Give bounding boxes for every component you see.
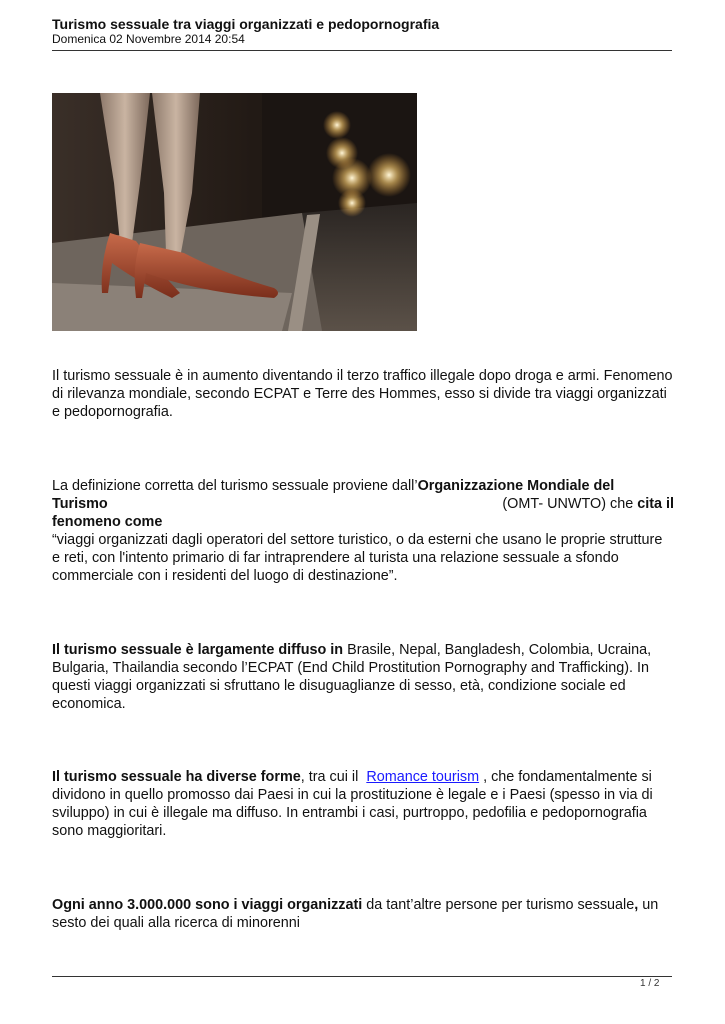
definition-line-1 — [52, 477, 674, 495]
romance-tourism-link[interactable]: Romance tourism — [366, 769, 480, 785]
statistics-paragraph: Ogni anno 3.000.000 sono i viaggi organizzati da tant’altre persone per turismo sessuale, un sesto dei quali alla ricerca di minorenni — [52, 897, 659, 931]
intro-paragraph: Il turismo sessuale è in aumento diventando il terzo traffico illegale dopo droga e armi. Fenomeno di rilevanza mondiale, secondo ECPAT e Terre des Hommes, esso si divide tra viaggi organizzati e pedopornografia. — [52, 368, 673, 420]
document-date: Domenica 02 Novembre 2014 20:54 — [52, 32, 245, 46]
page-number: 1 / 2 — [640, 978, 660, 989]
header-divider — [52, 50, 672, 51]
footer-divider — [52, 976, 672, 977]
definition-intro: La definizione corretta del turismo sessuale proviene dall’Organizzazione Mondiale del — [52, 478, 615, 494]
definition-quote: “viaggi organizzati dagli operatori del settore turistico, o da esterni che usano le proprie strutture e reti, con l'intento primario di far intraprendere al turista una relazione sessuale a sfondo commerciale con i residenti del luogo di destinazione”. — [52, 532, 663, 584]
definition-paragraph — [52, 477, 674, 585]
diffusion-paragraph: Il turismo sessuale è largamente diffuso in Brasile, Nepal, Bangladesh, Colombia, Ucraina, Bulgaria, Thailandia secondo l’ECPAT (End Child Prostitution Pornography and Trafficking). In questi viaggi organizzati si sfruttano le disuguaglianze di sesso, età, condizione sociale ed economica. — [52, 642, 652, 712]
definition-line-3: fenomeno come — [52, 514, 163, 530]
article-photo — [52, 93, 417, 331]
document-title: Turismo sessuale tra viaggi organizzati e pedopornografia — [52, 16, 440, 32]
forms-paragraph: Il turismo sessuale ha diverse forme, tra cui il Romance tourism , che fondamentalmente si dividono in quello promosso dai Paesi in cui la prostituzione è legale e i Paesi (spesso in via di sviluppo) in cui è illegale ma diffuso. In entrambi i casi, purtroppo, pedofilia e pedopornografia sono maggioritari. — [52, 769, 653, 839]
page-header — [52, 16, 672, 47]
definition-line-2: Turismo (OMT- UNWTO) che cita il — [52, 496, 674, 512]
